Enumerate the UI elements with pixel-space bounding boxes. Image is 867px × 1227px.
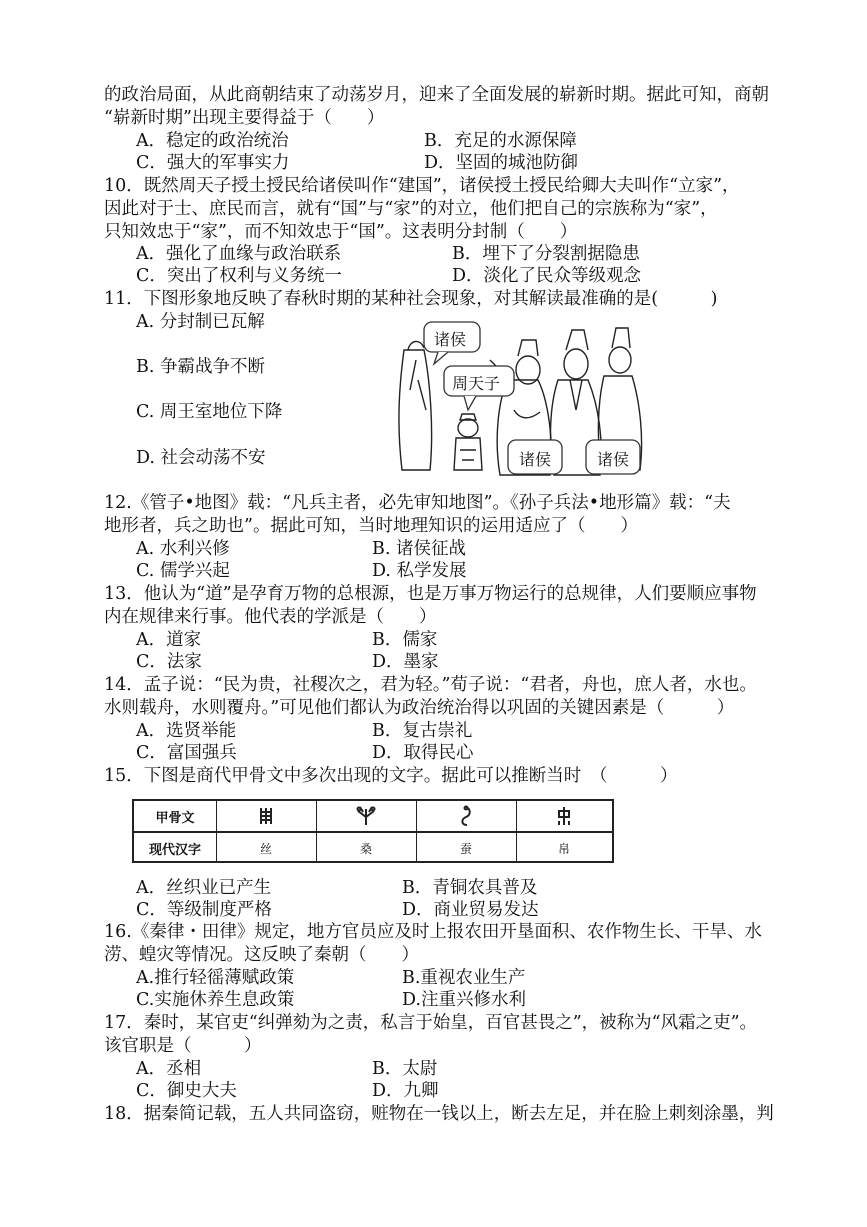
q9-option-d[interactable]: D．坚固的城池防御	[424, 153, 579, 173]
modern-char-mulberry: 桑	[316, 833, 417, 863]
q9-option-c[interactable]: C．强大的军事实力	[136, 153, 290, 173]
q14-option-b[interactable]: B．复古崇礼	[372, 721, 473, 741]
bubble-label-lord-bottom-left: 诸侯	[519, 450, 552, 469]
q17-text-line2: 该官职是（ ）	[104, 1036, 262, 1056]
q15-option-b[interactable]: B．青铜农具普及	[402, 878, 538, 898]
q12-option-d[interactable]: D. 私学发展	[372, 561, 467, 581]
modern-row	[134, 833, 612, 863]
q13-text-line2: 内在规律来行事。他代表的学派是（ ）	[104, 607, 437, 627]
oracle-bone-table	[132, 799, 614, 863]
q16-option-d[interactable]: D.注重兴修水利	[402, 990, 526, 1010]
q12-option-b[interactable]: B. 诸侯征战	[372, 539, 466, 559]
q16-text-line1: 16.《秦律・田律》规定，地方官员应及时上报农田开垦面积、农作物生长、干旱、水	[104, 922, 762, 942]
q15-text: 15．下图是商代甲骨文中多次出现的文字。据此可以推断当时 （ ）	[104, 766, 678, 786]
bubble-label-lord-bottom-right: 诸侯	[597, 450, 630, 469]
q10-option-c[interactable]: C．突出了权利与义务统一	[136, 266, 342, 286]
q11-option-d[interactable]: D. 社会动荡不安	[136, 448, 266, 468]
q15-option-c[interactable]: C．等级制度严格	[136, 900, 272, 920]
q11-option-c[interactable]: C. 周王室地位下降	[136, 402, 283, 422]
modern-char-silkworm: 蚕	[416, 833, 517, 863]
q9-text-line1: 的政治局面，从此商朝结束了动荡岁月，迎来了全面发展的崭新时期。据此可知，商朝	[104, 85, 769, 105]
q14-option-c[interactable]: C．富国强兵	[136, 743, 237, 763]
q11-option-a[interactable]: A. 分封制已瓦解	[136, 312, 265, 332]
oracle-mulberry-glyph	[316, 801, 417, 831]
q16-option-c[interactable]: C.实施休养生息政策	[136, 990, 295, 1010]
q15-option-a[interactable]: A．丝织业已产生	[136, 878, 272, 898]
modern-char-cloth: 帛	[557, 841, 570, 856]
q16-option-a[interactable]: A.推行轻徭薄赋政策	[136, 968, 295, 988]
q11-text: 11．下图形象地反映了春秋时期的某种社会现象，对其解读最准确的是( )	[104, 289, 718, 309]
q11-option-b[interactable]: B. 争霸战争不断	[136, 357, 265, 377]
modern-char-silk: 丝	[216, 833, 317, 863]
q12-text-line2: 地形者，兵之助也”。据此可知，当时地理知识的运用适应了（ ）	[104, 516, 638, 536]
q17-option-c[interactable]: C．御史大夫	[136, 1081, 237, 1101]
oracle-row	[134, 801, 612, 833]
bubble-label-zhou-king: 周天子	[452, 374, 501, 393]
q12-text-line1: 12.《管子•地图》载：“凡兵主者，必先审知地图”。《孙子兵法•地形篇》载：“夫	[104, 493, 731, 513]
q10-text-line1: 10．既然周天子授土授民给诸侯叫作“建国”，诸侯授土授民给卿大夫叫作“立家”，	[104, 176, 740, 196]
oracle-cloth-glyph	[516, 801, 612, 831]
q9-text-line2: “崭新时期”出现主要得益于（ ）	[104, 108, 385, 128]
q10-text-line3: 只知效忠于“家”，而不知效忠于“国”。这表明分封制（ ）	[104, 222, 578, 242]
oracle-row-header: 甲骨文	[134, 801, 217, 831]
q13-option-d[interactable]: D．墨家	[372, 652, 439, 672]
q17-text-line1: 17．秦时，某官吏“纠弹劾为之责，私言于始皇，百官甚畏之”，被称为“风霜之吏”。	[104, 1013, 758, 1033]
q16-option-b[interactable]: B.重视农业生产	[402, 968, 526, 988]
q9-option-a[interactable]: A．稳定的政治统治	[136, 131, 289, 151]
modern-row-header: 现代汉字	[134, 833, 217, 863]
q12-option-c[interactable]: C. 儒学兴起	[136, 561, 230, 581]
oracle-silk-glyph	[216, 801, 317, 831]
q17-option-d[interactable]: D．九卿	[372, 1081, 439, 1101]
q17-option-b[interactable]: B．太尉	[372, 1059, 438, 1079]
q13-option-c[interactable]: C．法家	[136, 652, 202, 672]
q14-text-line1: 14．孟子说：“民为贵，社稷次之，君为轻。”荀子说：“君者，舟也，庶人者，水也。	[104, 675, 757, 695]
q17-option-a[interactable]: A．丞相	[136, 1059, 202, 1079]
q14-option-a[interactable]: A．选贤举能	[136, 721, 237, 741]
q10-option-d[interactable]: D．淡化了民众等级观念	[452, 266, 642, 286]
q14-option-d[interactable]: D．取得民心	[372, 743, 474, 763]
oracle-silkworm-glyph	[416, 801, 517, 831]
spring-autumn-cartoon	[390, 320, 652, 480]
q9-option-b[interactable]: B．充足的水源保障	[424, 131, 577, 151]
q10-option-b[interactable]: B．埋下了分裂割据隐患	[452, 244, 640, 264]
q18-text-line1: 18．据秦简记载，五人共同盗窃，赃物在一钱以上，断去左足，并在脸上刺刻涂墨，判	[104, 1104, 774, 1124]
q13-option-a[interactable]: A．道家	[136, 630, 202, 650]
q13-option-b[interactable]: B．儒家	[372, 630, 438, 650]
q10-text-line2: 因此对于士、庶民而言，就有“国”与“家”的对立，他们把自己的宗族称为“家”，	[104, 199, 718, 219]
q12-option-a[interactable]: A. 水利兴修	[136, 539, 230, 559]
q10-option-a[interactable]: A．强化了血缘与政治联系	[136, 244, 342, 264]
q16-text-line2: 涝、蝗灾等情况。这反映了秦朝（ ）	[104, 945, 419, 965]
q13-text-line1: 13．他认为“道”是孕育万物的总根源，也是万事万物运行的总规律，人们要顺应事物	[104, 584, 757, 604]
q14-text-line2: 水则载舟，水则覆舟。”可见他们都认为政治统治得以巩固的关键因素是（ ）	[104, 698, 735, 718]
bubble-label-lord-top: 诸侯	[434, 330, 467, 349]
q15-option-d[interactable]: D．商业贸易发达	[402, 900, 539, 920]
